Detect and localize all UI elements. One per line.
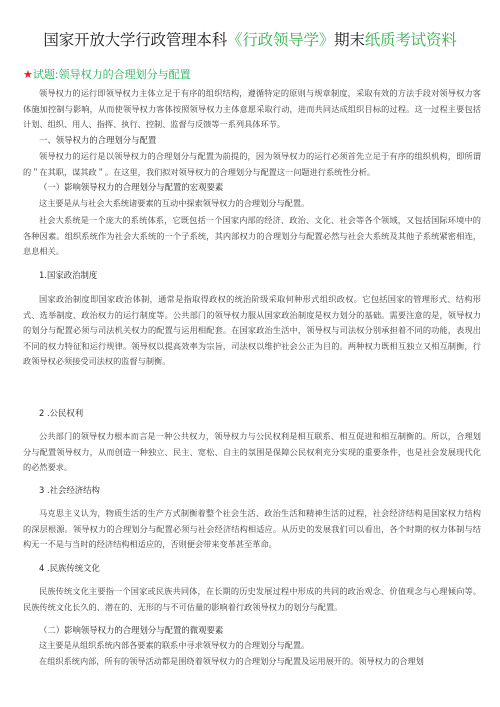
- paragraph-3: 社会大系统是一个庞大的系统体系，它既包括一个国家内部的经济、政治、文化、社会等各个领域，又包括国际环境中的各种因素。组织系统作为社会大系统的一个子系统，其内部权力的合理划分与配置必然与社会大系统及其他子系统紧密相连，息息相关。: [23, 215, 481, 257]
- item-heading-2: 2 .公民权利: [39, 408, 84, 418]
- paragraph-1: 领导权力的运行是以领导权力的合理划分与配置为前提的，因为领导权力的运行必须首先立足于有序的组织机构，即所谓的＂在其职，谋其政＂。在这里，我们拟对领导权力的合理划分与配置这一问题进行系统性分析。: [23, 151, 481, 177]
- star-icon: ★: [23, 68, 33, 81]
- intro-paragraph: 领导权力的运行即领导权力主体立足于有序的组织结构，遵循特定的原则与规章制度，采取有效的方法手段对领导权力客体施加控制与影响，从而使领导权力客体按照领导权力主体意愿采取行动，进而共同达成组织目标的过程。这一过程主要包括计划、组织、用人、指挥、执行、控制、监督与反馈等一系列具体环节。: [23, 88, 481, 130]
- section-heading-1: 一、领导权力的合理划分与配置: [39, 135, 157, 145]
- paragraph-5: 公共部门的领导权力根本而言是一种公共权力，领导权力与公民权利是相互联系、相互促进和相互制衡的。所以，合理划分与配置领导权力，从而创造一种独立、民主、宽松、自主的氛围是保障公民权利充分实现的重要条件，也是社会发展现代化的必然要求。: [23, 431, 481, 473]
- title-course: 《行政领导学》: [227, 31, 335, 49]
- subsection-heading-micro: （二）影响领导权力的合理划分与配置的微观要素: [39, 625, 224, 635]
- item-heading-3: 3 .社会经济结构: [39, 485, 100, 495]
- paragraph-4: 国家政治制度即国家政治体制，通常是指取得政权的统治阶级采取何种形式组织政权。它包括国家的管理形式、结构形式、选举制度、政治权力的运行制度等。公共部门的领导权力服从国家政治制度是权力划分的基础。需要注意的是，领导权力的划分与配置必须与司法机关权力的配置与运用相配套。在国家政治生活中，领导权与司法权分别承担着不同的功能，表现出不同的权力特征和运行规律。领导权以提高效率为宗旨，司法权以维护社会公正为目的。两种权力既相互独立又相互制衡，行政领导权必须接受司法权的监督与制衡。: [23, 294, 481, 367]
- item-heading-1: 1.国家政治制度: [39, 270, 98, 280]
- paragraph-8: 这主要是从组织系统内部各要素的联系中寻求领导权力的合理划分与配置。: [39, 640, 310, 650]
- title-mid: 期末: [334, 31, 365, 49]
- question-text: 试题:领导权力的合理划分与配置: [32, 68, 191, 81]
- paragraph-9: 在组织系统内部，所有的领导活动都是围绕着领导权力的合理划分与配置及运用展开的。领导权力的合理划: [39, 656, 424, 666]
- title-prefix: 国家开放大学行政管理本科: [43, 31, 228, 49]
- document-title: [0, 30, 500, 50]
- item-heading-4: 4 .民族传统文化: [39, 563, 100, 573]
- paragraph-2: 这主要是从与社会大系统诸要素的互动中探索领导权力的合理划分与配置。: [39, 198, 310, 208]
- title-suffix: 纸质考试资料: [364, 31, 457, 49]
- paragraph-6: 马克思主义认为，物质生活的生产方式制衡着整个社会生活、政治生活和精神生活的过程，社会经济结构是国家权力结构的深层根源。领导权力的合理划分与配置必须与社会经济结构相适应。从历史的发展我们可以看出，各个时期的权力体制与结构无一不是与当时的经济结构相适应的，否则便会带来变革甚至革命。: [23, 508, 481, 550]
- paragraph-7: 民族传统文化主要指一个国家或民族共同体，在长期的历史发展过程中形成的共同的政治观念、价值观念与心理倾向等。民族传统文化长久的、潜在的、无形的与不可估量的影响着行政领导权力的划分与配置。: [23, 586, 481, 612]
- question-heading: [23, 68, 191, 82]
- subsection-heading-macro: （一）影响领导权力的合理划分与配置的宏观要素: [39, 182, 224, 192]
